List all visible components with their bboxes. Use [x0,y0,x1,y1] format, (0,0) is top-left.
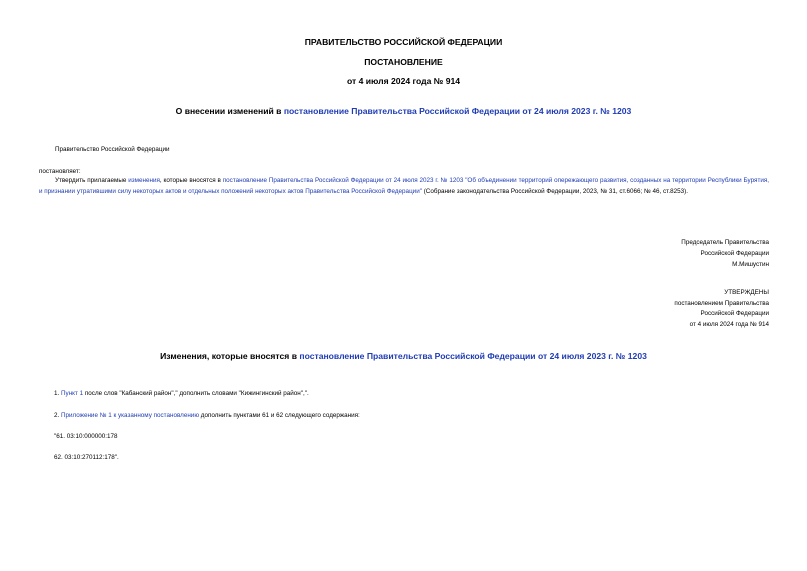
signature-name: М.Мишустин [732,261,769,268]
preamble-issuer [39,145,769,156]
preamble-decrees: постановляет: [39,168,81,175]
item-1-link[interactable]: Пункт 1 [61,390,84,397]
title-prefix: О внесении изменений в [175,106,284,116]
document-title [0,106,807,116]
signature-country: Российской Федерации [700,250,769,257]
quoted-item-61: "61. 03:10:000000:178 [54,433,118,440]
document-type: ПОСТАНОВЛЕНИЕ [364,57,443,67]
changes-link[interactable]: изменения [128,177,160,184]
item-1-number: 1. [54,390,62,397]
change-item-1 [54,389,309,400]
signature-block [681,237,769,270]
approval-heading: УТВЕРЖДЕНЫ [724,289,769,296]
signature-position: Председатель Правительства [681,239,769,246]
government-name: ПРАВИТЕЛЬСТВО РОССИЙСКОЙ ФЕДЕРАЦИИ [304,37,503,47]
decree-text-mid: , которые вносятся в [159,177,223,184]
item-2-link-resolution[interactable]: указанному постановлению [117,412,200,419]
item-2-link-appendix[interactable]: Приложение № 1 [61,412,112,419]
item-2-number: 2. [54,412,62,419]
title-link[interactable]: постановление Правительства Российской Федерации от 24 июля 2023 г. № 1203 [283,106,632,116]
quoted-item-62: 62. 03:10:270112:178". [54,454,119,461]
approval-date: от 4 июля 2024 года № 914 [689,320,769,328]
change-item-2 [54,411,360,422]
decree-paragraph [39,176,769,197]
approval-line-3: Российской Федерации [700,310,769,317]
item-1-text: после слов "Кабанский район"," дополнить словами "Кижингинский район",". [83,390,309,397]
item-2-mid[interactable]: к [111,412,118,419]
item-2-text: дополнить пунктами 61 и 62 следующего содержания: [199,412,360,419]
document-date-number: от 4 июля 2024 года № 914 [346,76,461,86]
changes-title-link[interactable]: постановление Правительства Российской Федерации от 24 июля 2023 г. № 1203 [299,351,647,361]
resolution-link[interactable]: постановление Правительства Российской Федерации от 24 июля 2023 г. № 1203 "Об объединении территорий опережающего развития, созданных на территории Республики Бурятия, и признании утратившими силу некоторых актов и отдельных положений некоторых актов Правительства Российской Федерации" [39,177,770,195]
approval-block [674,288,769,330]
decree-text-end: (Собрание законодательства Российской Федерации, 2023, № 31, ст.6066; № 46, ст.8253). [421,187,688,195]
changes-title [0,351,807,361]
changes-title-prefix: Изменения, которые вносятся в [160,351,300,361]
issuer-text: Правительство Российской Федерации [55,146,170,153]
approval-line-2: постановлением Правительства [674,299,769,307]
decree-text-start: Утвердить прилагаемые [55,177,129,184]
